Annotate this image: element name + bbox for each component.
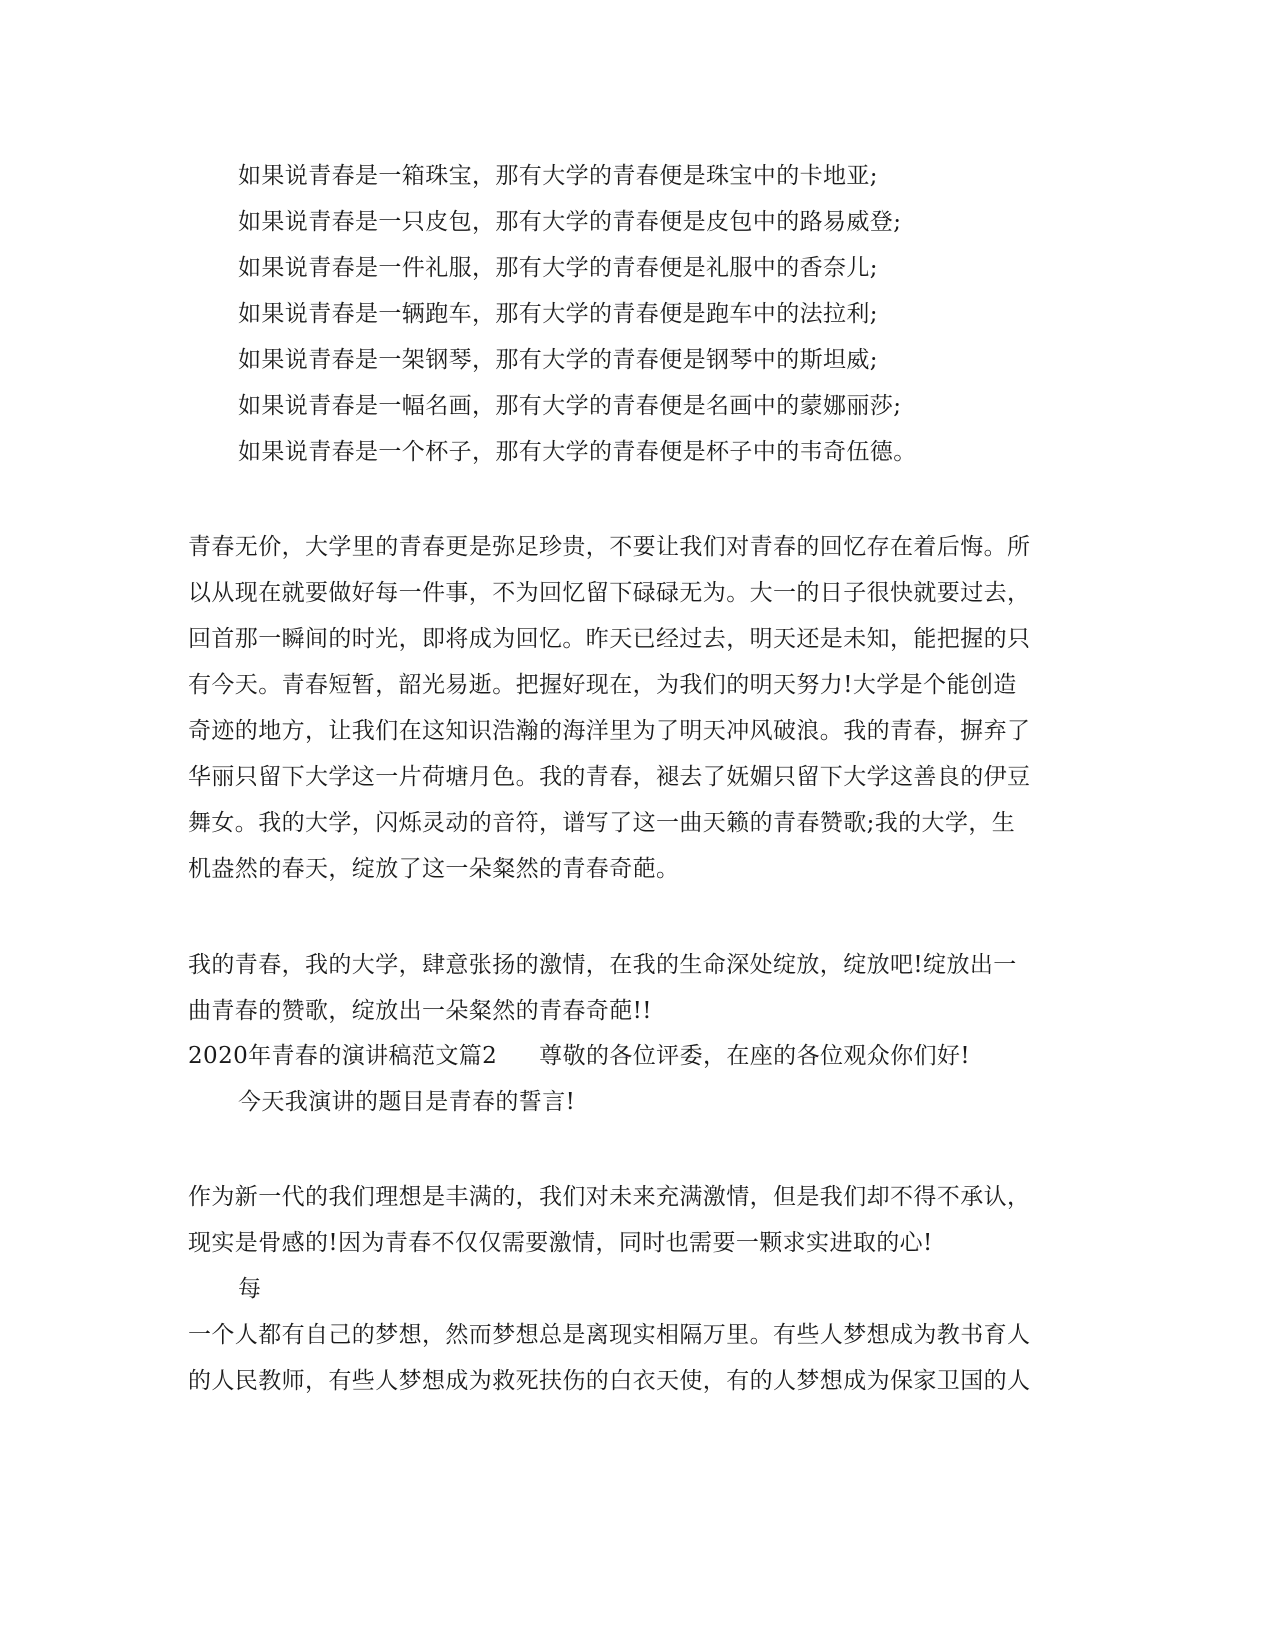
paragraph-line: 的人民教师，有些人梦想成为救死扶伤的白衣天使，有的人梦想成为保家卫国的人 — [188, 1368, 1031, 1394]
poem-line: 如果说青春是一件礼服，那有大学的青春便是礼服中的香奈儿; — [238, 255, 878, 281]
paragraph-line: 华丽只留下大学这一片荷塘月色。我的青春，褪去了妩媚只留下大学这善良的伊豆 — [188, 764, 1031, 790]
poem-line: 如果说青春是一幅名画，那有大学的青春便是名画中的蒙娜丽莎; — [238, 393, 902, 419]
paragraph-line: 奇迹的地方，让我们在这知识浩瀚的海洋里为了明天冲风破浪。我的青春，摒弃了 — [188, 718, 1031, 744]
poem-line: 如果说青春是一个杯子，那有大学的青春便是杯子中的韦奇伍德。 — [238, 439, 917, 465]
poem-line: 如果说青春是一架钢琴，那有大学的青春便是钢琴中的斯坦威; — [238, 347, 878, 373]
poem-line: 如果说青春是一辆跑车，那有大学的青春便是跑车中的法拉利; — [238, 301, 878, 327]
paragraph-line: 以从现在就要做好每一件事，不为回忆留下碌碌无为。大一的日子很快就要过去， — [188, 580, 1031, 606]
paragraph-line: 机盎然的春天，绽放了这一朵粲然的青春奇葩。 — [188, 856, 680, 882]
poem-line: 如果说青春是一只皮包，那有大学的青春便是皮包中的路易威登; — [238, 209, 902, 235]
paragraph-line: 有今天。青春短暂，韶光易逝。把握好现在，为我们的明天努力!大学是个能创造 — [188, 672, 1017, 698]
section-title: 2020年青春的演讲稿范文篇2 — [188, 1043, 498, 1069]
paragraph-line: 现实是骨感的!因为青春不仅仅需要激情，同时也需要一颗求实进取的心! — [188, 1230, 933, 1256]
paragraph-line: 作为新一代的我们理想是丰满的，我们对未来充满激情，但是我们却不得不承认， — [188, 1184, 1031, 1210]
greeting-text: 尊敬的各位评委，在座的各位观众你们好! — [539, 1043, 971, 1069]
poem-line: 如果说青春是一箱珠宝，那有大学的青春便是珠宝中的卡地亚; — [238, 163, 878, 189]
paragraph-line: 一个人都有自己的梦想，然而梦想总是离现实相隔万里。有些人梦想成为教书育人 — [188, 1322, 1031, 1348]
paragraph-line: 回首那一瞬间的时光，即将成为回忆。昨天已经过去，明天还是未知，能把握的只 — [188, 626, 1031, 652]
topic-line: 今天我演讲的题目是青春的誓言! — [238, 1089, 576, 1115]
paragraph-first-char: 每 — [238, 1276, 262, 1302]
paragraph-line: 青春无价，大学里的青春更是弥足珍贵，不要让我们对青春的回忆存在着后悔。所 — [188, 534, 1031, 560]
paragraph-line: 我的青春，我的大学，肆意张扬的激情，在我的生命深处绽放，绽放吧!绽放出一 — [188, 952, 1017, 978]
paragraph-line: 舞女。我的大学，闪烁灵动的音符，谱写了这一曲天籁的青春赞歌;我的大学，生 — [188, 810, 1016, 836]
section-heading-row — [188, 1041, 970, 1071]
paragraph-line: 曲青春的赞歌，绽放出一朵粲然的青春奇葩!! — [188, 998, 652, 1024]
